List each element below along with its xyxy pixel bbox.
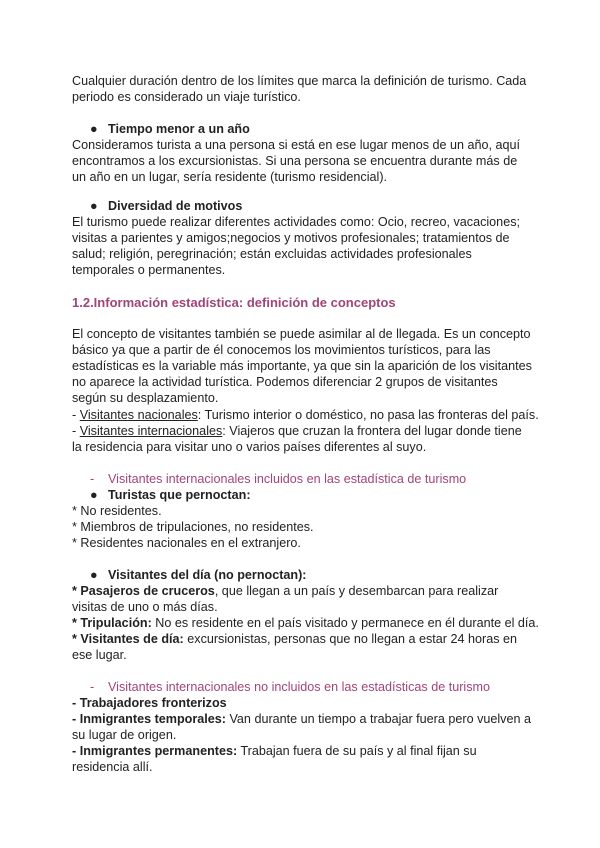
bullet-label: Tiempo menor a un año [108,122,250,136]
bullet-dot-icon: ● [90,122,98,136]
term-text: No es residente en el país visitado y permanece en él durante el día. [151,616,539,630]
term-label: - Inmigrantes permanentes: [72,744,238,758]
subheading-no-incluidos: - Visitantes internacionales no incluidos en las estadísticas de turismo [90,680,490,694]
term-label: * Pasajeros de cruceros [72,584,215,598]
bullet-label: Diversidad de motivos [108,199,243,213]
paragraph-tiempo-menor: Consideramos turista a una persona si está en ese lugar menos de un año, aquí encontramos a los excursionistas. Si una persona se encuentra durante más de un año en un lugar, sería residente (turismo residencial). [72,138,521,184]
visitantes-internacionales: - Visitantes internacionales: Viajeros que cruzan la frontera del lugar donde tiene la residencia para visitar uno o varios países diferentes al suyo. [72,424,522,454]
bullet-label: Turistas que pernoctan: [108,488,251,502]
term-text: Van durante un tiempo a trabajar fuera pero vuelven a su lugar de origen. [72,712,531,742]
item-trabajadores [72,695,227,711]
item-visitantes-dia [72,631,534,663]
bullet-turistas [90,487,251,503]
term-label: - Inmigrantes temporales: [72,712,226,726]
list-item: * Residentes nacionales en el extranjero. [72,536,301,550]
bullet-diversidad [90,198,242,214]
term-label: - Trabajadores fronterizos [72,696,227,710]
bullet-dot-icon: ● [90,488,98,502]
item-inmigrantes-temporales [72,711,534,743]
term-text: Trabajan fuera de su país y al final fijan su residencia allí. [72,744,477,774]
list-item: * No residentes. [72,504,162,518]
term-text: , que llegan a un país y desembarcan para realizar visitas de uno o más días. [72,584,499,614]
bullet-tiempo-menor [90,121,250,137]
term-label: Visitantes nacionales [79,408,198,422]
term-label: * Visitantes de día: [72,632,184,646]
bullet-dot-icon: ● [90,568,98,582]
subheading-text: Visitantes internacionales no incluidos en las estadísticas de turismo [108,680,490,694]
bullet-label: Visitantes del día (no pernoctan): [108,568,307,582]
section-heading: 1.2.Información estadística: definición de conceptos [72,295,396,310]
paragraph-visitantes: El concepto de visitantes también se puede asimilar al de llegada. Es un concepto básico ya que a partir de él conocemos los movimientos turísticos, para las estadísticas es la variable más importante, ya que sin la aparición de los visitantes no aparece la actividad turística. Podemos diferenciar 2 grupos de visitantes según su desplazamiento. [72,327,532,405]
term-text: : Turismo interior o doméstico, no pasa las fronteras del país. [197,408,539,422]
item-inmigrantes-permanentes [72,743,534,775]
bullet-visitantes-dia [90,567,307,583]
visitantes-nacionales: - Visitantes nacionales: Turismo interior o doméstico, no pasa las fronteras del país. [72,408,539,422]
paragraph-diversidad: El turismo puede realizar diferentes actividades como: Ocio, recreo, vacaciones; visitas a parientes y amigos;negocios y motivos profesionales; tratamientos de salud; religión, peregrinación; están excluidas actividades profesionales temporales o permanentes. [72,215,520,277]
term-label: Visitantes internacionales [79,424,223,438]
subheading-text: Visitantes internacionales incluidos en las estadística de turismo [108,472,467,486]
list-item: * Miembros de tripulaciones, no residentes. [72,520,314,534]
term-label: * Tripulación: [72,616,152,630]
bullet-dot-icon: ● [90,199,98,213]
term-text: : Viajeros que cruzan la frontera del lugar donde tiene la residencia para visitar uno o varios países diferentes al suyo. [72,424,522,454]
item-cruceros [72,583,534,615]
term-text: excursionistas, personas que no llegan a estar 24 horas en ese lugar. [72,632,518,662]
paragraph-duracion: Cualquier duración dentro de los límites que marca la definición de turismo. Cada periodo es considerado un viaje turístico. [72,74,527,104]
subheading-incluidos: - Visitantes internacionales incluidos en las estadística de turismo [90,472,467,486]
item-tripulacion [72,615,539,631]
